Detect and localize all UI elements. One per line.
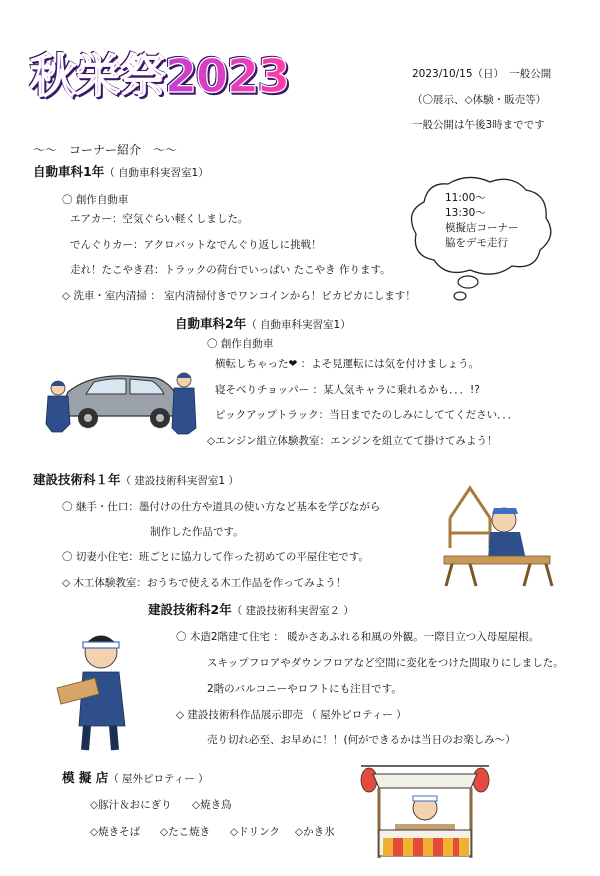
department-room: （ 自動車科実習室1） <box>104 167 209 179</box>
exhibit-item: ◇ 建設技術科作品展示即売 （ 屋外ピロティー ） <box>176 709 407 721</box>
page-title: 秋栄祭2023 <box>30 40 289 106</box>
section-heading <box>148 602 354 619</box>
exhibit-detail: 横転しちゃった❤ ：よそ見運転には気を付けましょう。 <box>215 358 480 370</box>
public-hours: 一般公開は午後3時までです <box>412 119 545 131</box>
exhibit-item: 〇 木造2階建て住宅 ： 暖かさあふれる和風の外観。一際目立つ入母屋屋根。 <box>176 631 540 643</box>
department-name: 模 擬 店 <box>62 770 109 785</box>
department-room: （ 建設技術科実習室1 ） <box>120 475 239 487</box>
exhibit-detail: 2階のバルコニーやロフトにも注目です。 <box>207 683 402 695</box>
exhibit-detail: スキップフロアやダウンフロアなど空間に変化をつけた間取りにしました。 <box>207 657 564 669</box>
menu-item: ◇焼き鳥 <box>192 799 232 811</box>
exhibit-item: 〇 創作自動車 <box>207 338 274 350</box>
menu-item: ◇かき氷 <box>295 826 335 838</box>
mechanics-car-illustration <box>38 358 198 438</box>
section-heading <box>62 770 209 787</box>
exhibit-detail: 制作した作品です。 <box>150 526 244 538</box>
department-room: （ 屋外ピロティー ） <box>108 773 209 785</box>
exhibit-item: 〇 切妻小住宅：班ごとに協力して作った初めての平屋住宅です。 <box>62 551 369 563</box>
section-heading <box>33 164 209 181</box>
exhibit-detail: でんぐりカー：アクロバットなでんぐり返しに挑戦！ <box>70 239 322 251</box>
food-stall-illustration <box>355 758 495 862</box>
exhibit-item: ◇ 洗車・室内清掃 ： 室内清掃付きでワンコインから！ピカピカにします！ <box>62 290 416 302</box>
department-name: 自動車科1年 <box>33 164 105 179</box>
exhibit-detail: 走れ！たこやき君：トラックの荷台でいっぱい たこやき 作ります。 <box>70 264 391 276</box>
menu-item: ◇豚汁＆おにぎり <box>90 799 172 811</box>
carpenter-illustration <box>430 478 560 590</box>
bubble-line: 模擬店コーナー <box>445 222 519 234</box>
worker-carrying-wood-illustration <box>55 622 145 756</box>
legend-note: （〇展示、◇体験・販売等） <box>412 94 547 106</box>
department-room: （ 自動車科実習室1） <box>246 319 351 331</box>
department-room: （ 建設技術科実習室２ ） <box>231 605 354 617</box>
exhibit-item: ◇ 木工体験教室：おうちで使える木工作品を作ってみよう！ <box>62 577 347 589</box>
department-name: 建設技術科１年 <box>33 472 121 487</box>
menu-item: ◇ドリンク <box>230 826 280 838</box>
menu-item: ◇たこ焼き <box>160 826 211 838</box>
bubble-line: 脇をデモ走行 <box>445 237 508 249</box>
menu-item: ◇焼きそば <box>90 826 141 838</box>
exhibit-detail: 売り切れ必至、お早めに！！(何ができるかは当日のお楽しみ〜） <box>207 734 516 746</box>
bubble-line: 13:30〜 <box>445 207 486 219</box>
event-date: 2023/10/15（日） 一般公開 <box>412 68 552 80</box>
exhibit-item: 〇 創作自動車 <box>62 194 129 206</box>
exhibit-detail: ピックアップトラック：当日までたのしみにしててください．．． <box>215 409 519 421</box>
exhibit-detail: 寝そべりチョッパー ：某人気キャラに乗れるかも．．．!? <box>215 384 480 396</box>
bubble-line: 11:00〜 <box>445 192 486 204</box>
section-heading <box>33 472 239 489</box>
department-name: 自動車科2年 <box>175 316 247 331</box>
department-name: 建設技術科2年 <box>148 602 232 617</box>
section-heading <box>175 316 351 333</box>
exhibit-item: ◇エンジン組立体験教室：エンジンを組立てて掛けてみよう！ <box>207 435 498 447</box>
exhibit-item: 〇 継手・仕口：墨付けの仕方や道具の使い方など基本を学びながら <box>62 501 381 513</box>
exhibit-detail: エアカー：空気ぐらい軽くしました。 <box>70 213 249 225</box>
corner-intro: 〜〜 コーナー紹介 〜〜 <box>33 143 178 157</box>
